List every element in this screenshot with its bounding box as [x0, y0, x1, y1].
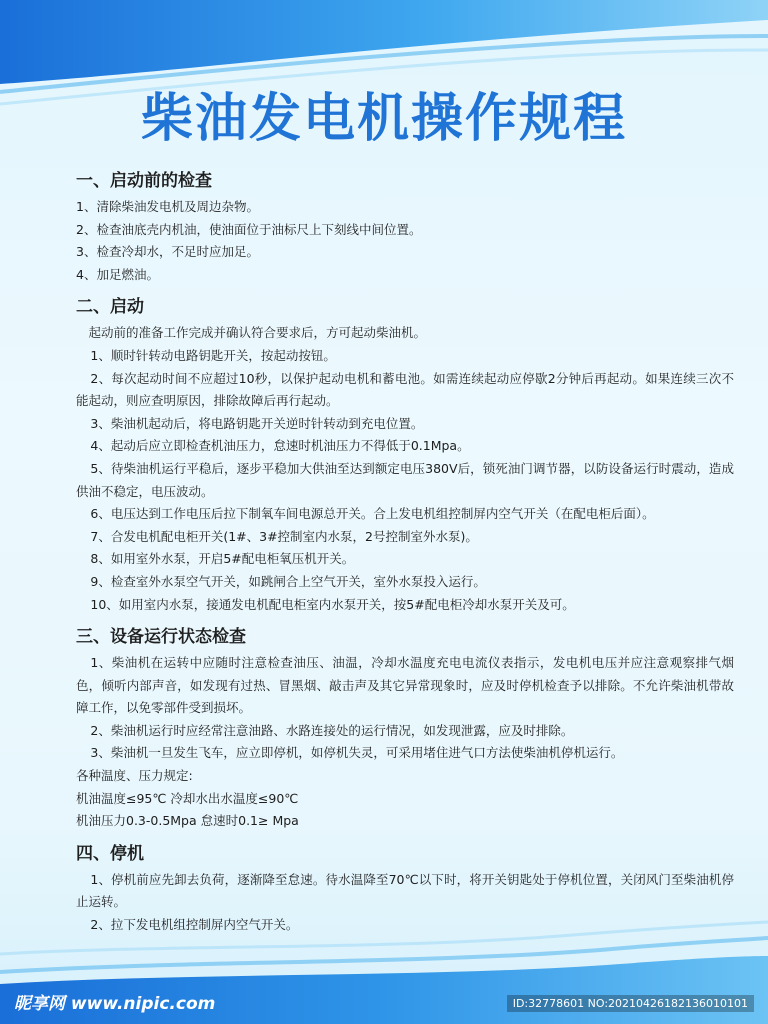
list-item: 4、起动后应立即检查机油压力，怠速时机油压力不得低于0.1Mpa。	[90, 438, 470, 454]
section-heading-start: 二、启动	[76, 297, 144, 318]
section-heading-shutdown: 四、停机	[76, 843, 144, 864]
content	[76, 166, 734, 937]
spec-line: 各种温度、压力规定:	[76, 768, 193, 784]
list-item: 8、如用室外水泵，开启5#配电柜氧压机开关。	[90, 551, 355, 567]
list-item: 4、加足燃油。	[76, 266, 159, 282]
list-item: 1、顺时针转动电路钥匙开关，按起动按钮。	[90, 347, 336, 363]
list-item: 6、电压达到工作电压后拉下制氧车间电源总开关。合上发电机组控制屏内空气开关（在配电柜后面）。	[90, 506, 655, 522]
spec-line: 机油温度≤95℃ 冷却水出水温度≤90℃	[76, 790, 299, 806]
section-intro: 起动前的准备工作完成并确认符合要求后，方可起动柴油机。	[88, 325, 427, 341]
list-item: 2、柴油机运行时应经常注意油路、水路连接处的运行情况，如发现泄露，应及时排除。	[90, 722, 574, 738]
list-item: 10、如用室内水泵，接通发电机配电柜室内水泵开关，按5#配电柜冷却水泵开关及可。	[90, 596, 575, 612]
list-item: 3、柴油机起动后，将电路钥匙开关逆时针转动到充电位置。	[90, 415, 424, 431]
list-item: 2、拉下发电机组控制屏内空气开关。	[90, 917, 299, 933]
list-item: 1、清除柴油发电机及周边杂物。	[76, 199, 259, 214]
list-item: 9、检查室外水泵空气开关，如跳闸合上空气开关，室外水泵投入运行。	[90, 573, 486, 589]
image-id-label: ID:32778601 NO:20210426182136010101	[507, 995, 754, 1012]
section-heading-startup-check: 一、启动前的检查	[76, 171, 212, 191]
list-item: 3、柴油机一旦发生飞车，应立即停机，如停机失灵，可采用堵住进气口方法使柴油机停机运行。	[90, 745, 624, 761]
list-item: 7、合发电机配电柜开关(1#、3#控制室内水泵，2号控制室外水泵)。	[90, 528, 478, 544]
watermark-logo: 昵享网 www.nipic.com	[14, 994, 216, 1014]
list-item: 5、待柴油机运行平稳后，逐步平稳加大供油至达到额定电压380V后，锁死油门调节器，以防设备运行时震动，造成供油不稳定，电压波动。	[76, 460, 734, 499]
list-item: 1、停机前应先卸去负荷，逐渐降至怠速。待水温降至70℃以下时，将开关钥匙处于停机位置，关闭风门至柴油机停止运转。	[76, 871, 734, 910]
page-title: 柴油发电机操作规程	[140, 89, 627, 149]
spec-line: 机油压力0.3-0.5Mpa 怠速时0.1≥ Mpa	[76, 813, 299, 829]
list-item: 2、检查油底壳内机油，使油面位于油标尺上下刻线中间位置。	[76, 221, 422, 237]
section-heading-running-check: 三、设备运行状态检查	[76, 627, 246, 648]
list-item: 2、每次起动时间不应超过10秒，以保护起动电机和蓄电池。如需连续起动应停歇2分钟后再起动。如果连续三次不能起动，则应查明原因，排除故障后再行起动。	[76, 370, 734, 409]
list-item: 3、检查冷却水，不足时应加足。	[76, 244, 259, 260]
list-item: 1、柴油机在运转中应随时注意检查油压、油温，冷却水温度充电电流仪表指示，发电机电压并应注意观察排气烟色，倾听内部声音，如发现有过热、冒黑烟、敲击声及其它异常现象时，应及时停机检查予以排除。不允许柴油机带故障工作，以免零部件受到损坏。	[76, 655, 734, 716]
